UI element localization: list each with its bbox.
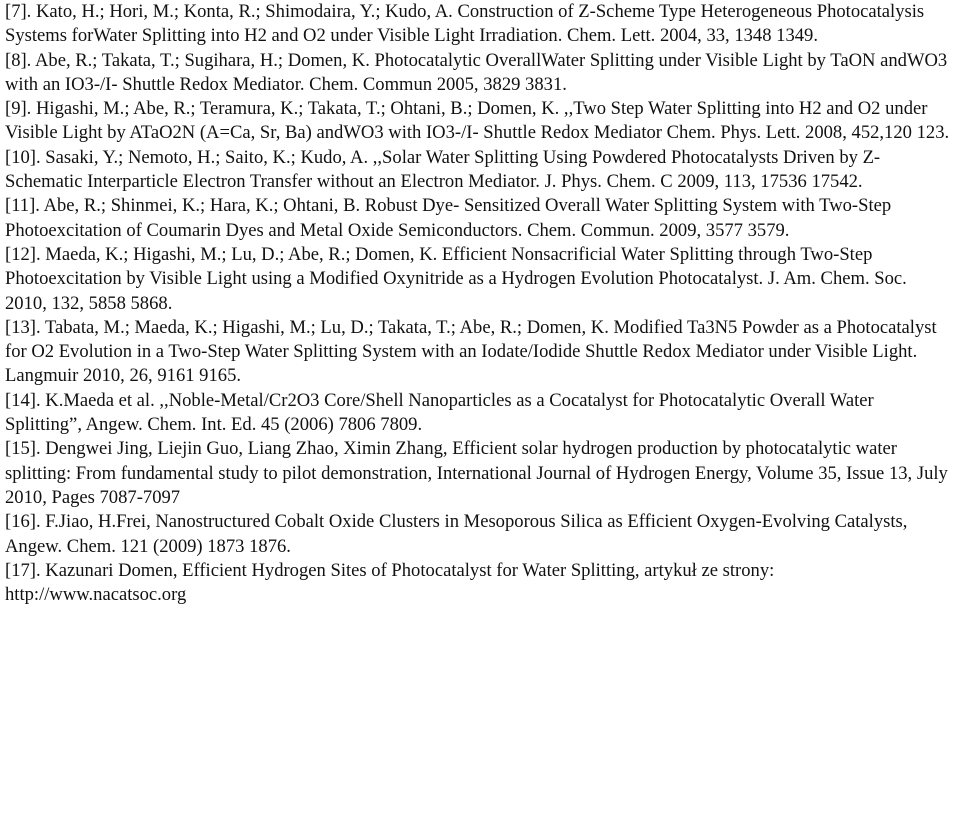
- reference-number: [10].: [5, 146, 41, 168]
- reference-number: [13].: [5, 316, 41, 338]
- reference-number: [16].: [5, 511, 41, 533]
- reference-number: [14].: [5, 389, 41, 411]
- reference-text: Abe, R.; Shinmei, K.; Hara, K.; Ohtani, B. Robust Dye- Sensitized Overall Water Splitting System with Two-Step Photoexcitation of Coumarin Dyes and Metal Oxide Semiconductors. Chem. Commun. 2009, 3577 3579.: [5, 195, 892, 241]
- reference-text: Abe, R.; Takata, T.; Sugihara, H.; Domen, K. Photocatalytic OverallWater Splitting under Visible Light by TaON andWO3 with an IO3-/I- Shuttle Redox Mediator. Chem. Commun 2005, 3829 3831.: [5, 49, 948, 95]
- reference-14: [5, 389, 952, 438]
- reference-number: [17].: [5, 559, 41, 581]
- reference-text: K.Maeda et al. ,,Noble-Metal/Cr2O3 Core/Shell Nanoparticles as a Cocatalyst for Photocatalytic Overall Water Splitting”, Angew. Chem. Int. Ed. 45 (2006) 7806 7809.: [5, 389, 874, 436]
- reference-number: [7].: [5, 1, 32, 22]
- reference-number: [15].: [5, 438, 41, 460]
- reference-10: [5, 146, 952, 195]
- reference-17: [5, 559, 952, 608]
- reference-number: [12].: [5, 243, 41, 265]
- reference-text: Sasaki, Y.; Nemoto, H.; Saito, K.; Kudo, A. ,,Solar Water Splitting Using Powdered Photocatalysts Driven by Z-Schematic Interparticle Electron Transfer without an Electron Mediator. J. Phys. Chem. C 2009, 113, 17536 17542.: [5, 146, 881, 193]
- reference-12: [5, 243, 952, 316]
- reference-16: [5, 510, 952, 559]
- reference-text: F.Jiao, H.Frei, Nanostructured Cobalt Oxide Clusters in Mesoporous Silica as Efficient Oxygen-Evolving Catalysts, Angew. Chem. 121 (2009) 1873 1876.: [5, 511, 908, 557]
- reference-text: Kato, H.; Hori, M.; Konta, R.; Shimodaira, Y.; Kudo, A. Construction of Z-Scheme Type Heterogeneous Photocatalysis Systems forWater Splitting into H2 and O2 under Visible Light Irradiation. Chem. Lett. 2004, 33, 1348 1349.: [5, 1, 925, 47]
- reference-7: [5, 0, 952, 49]
- reference-number: [9].: [5, 98, 32, 120]
- reference-9: [5, 97, 952, 146]
- reference-text: Kazunari Domen, Efficient Hydrogen Sites of Photocatalyst for Water Splitting, artykuł ze strony: http://www.nacatsoc.org: [5, 559, 775, 606]
- reference-11: [5, 194, 952, 243]
- reference-13: [5, 316, 952, 389]
- reference-8: [5, 49, 952, 98]
- reference-text: Tabata, M.; Maeda, K.; Higashi, M.; Lu, D.; Takata, T.; Abe, R.; Domen, K. Modified Ta3N5 Powder as a Photocatalyst for O2 Evolution in a Two-Step Water Splitting System with an Iodate/Iodide Shuttle Redox Mediator under Visible Light. Langmuir 2010, 26, 9161 9165.: [5, 316, 937, 387]
- reference-15: [5, 437, 952, 510]
- reference-text: Higashi, M.; Abe, R.; Teramura, K.; Takata, T.; Ohtani, B.; Domen, K. ,,Two Step Water Splitting into H2 and O2 under Visible Light by ATaO2N (A=Ca, Sr, Ba) andWO3 with IO3-/I- Shuttle Redox Mediator Chem. Phys. Lett. 2008, 452,120 123.: [5, 98, 950, 144]
- reference-text: Dengwei Jing, Liejin Guo, Liang Zhao, Ximin Zhang, Efficient solar hydrogen production by photocatalytic water splitting: From fundamental study to pilot demonstration, International Journal of Hydrogen Energy, Volume 35, Issue 13, July 2010, Pages 7087-7097: [5, 438, 948, 508]
- reference-text: Maeda, K.; Higashi, M.; Lu, D.; Abe, R.; Domen, K. Efficient Nonsacrificial Water Splitting through Two-Step Photoexcitation by Visible Light using a Modified Oxynitride as a Hydrogen Evolution Photocatalyst. J. Am. Chem. Soc. 2010, 132, 5858 5868.: [5, 243, 907, 314]
- reference-number: [8].: [5, 49, 32, 71]
- reference-number: [11].: [5, 195, 40, 217]
